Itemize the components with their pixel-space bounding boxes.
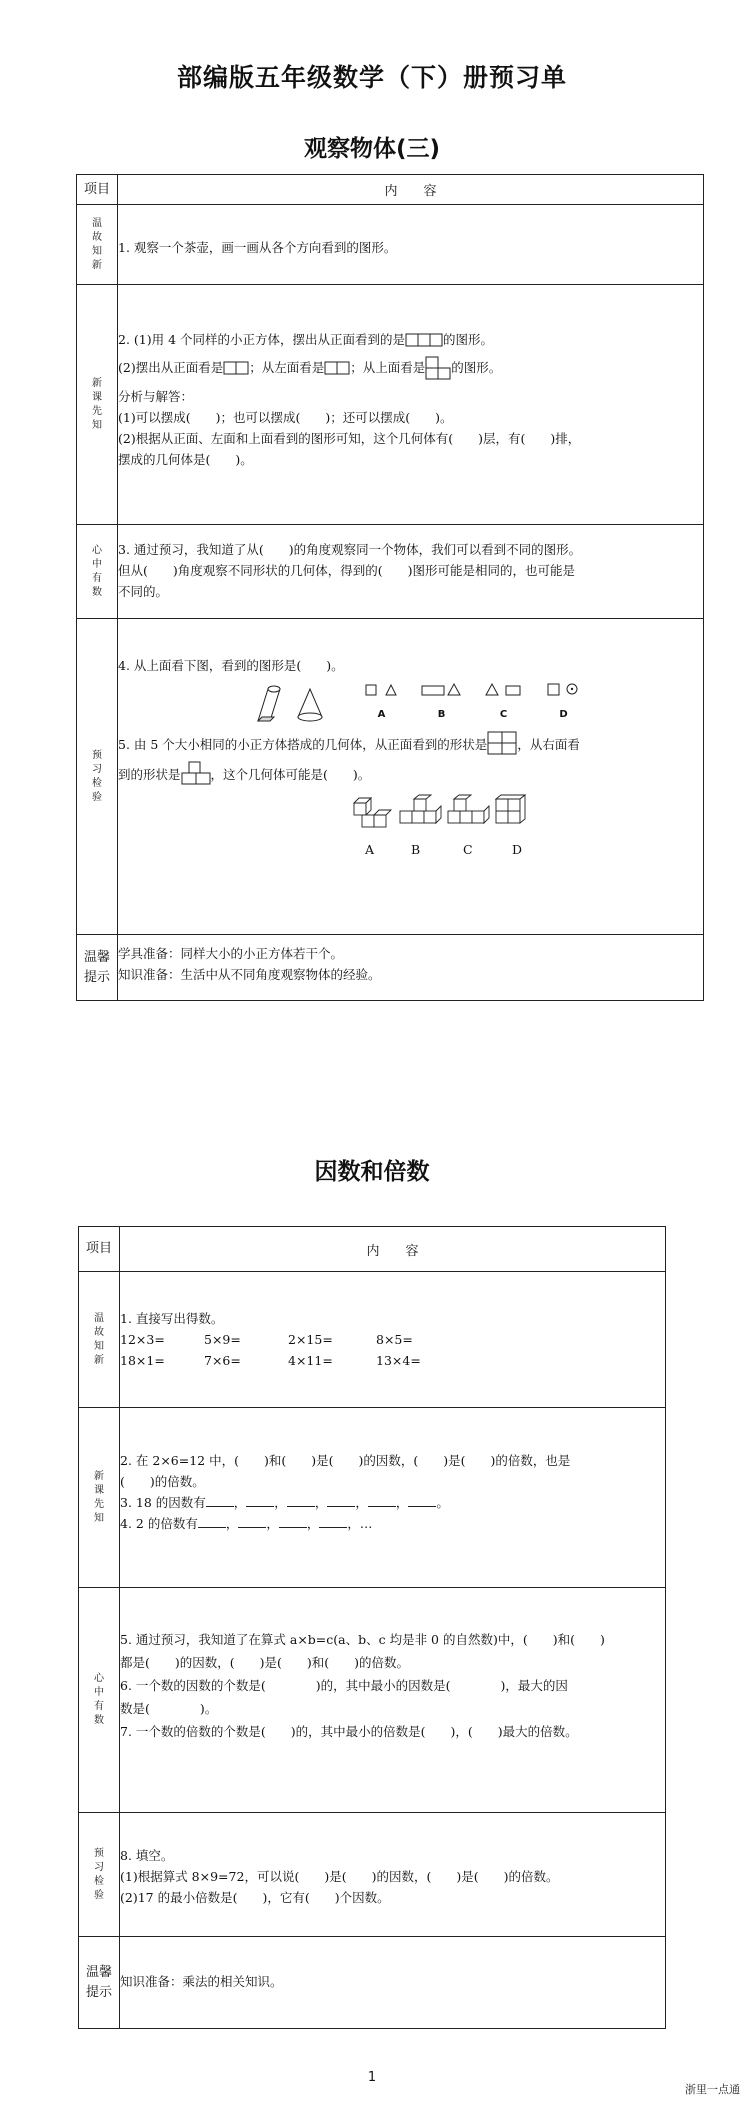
row-content	[120, 1937, 666, 2029]
option-d: D	[544, 680, 584, 725]
row-content	[118, 619, 704, 935]
cube-options-figure	[118, 791, 738, 839]
page-number: 1	[367, 2070, 377, 2085]
table-row	[79, 1408, 666, 1588]
row-content	[118, 525, 704, 619]
q5-line1: 5. 由 5 个大小相同的小正方体搭成的几何体，从正面看到的形状是 ，从右面看	[118, 731, 703, 755]
two-squares-icon	[223, 361, 249, 375]
q5-line1: 5. 通过预习，我知道了在算式 a×b=c(a、b、c 均是非 0 的自然数)中，( )和( )	[120, 1632, 605, 1647]
tip-tools: 学具准备：同样大小的小正方体若干个。	[118, 946, 344, 961]
q3-line3: 不同的。	[118, 584, 169, 599]
row-label: 温馨提示	[79, 1937, 120, 2029]
analysis-heading: 分析与解答：	[118, 389, 194, 404]
row-label: 新课先知	[77, 285, 118, 525]
row-label: 预习检验	[79, 1813, 120, 1937]
q5-line2: 都是( )的因数，( )是( )和( )的倍数。	[120, 1655, 410, 1670]
observe-table	[76, 174, 704, 1001]
row-content	[118, 205, 704, 285]
q8-part1: (1)根据算式 8×9=72，可以说( )是( )的因数，( )是( )的倍数。	[120, 1869, 559, 1884]
calc-row-1: 12×3= 5×9= 2×15= 8×5=	[120, 1332, 413, 1347]
row-content	[120, 1813, 666, 1937]
q8-text: 8. 填空。	[120, 1848, 174, 1863]
footer-brand: 浙里一点通	[685, 2083, 740, 2096]
section-title-factors: 因数和倍数	[314, 1159, 430, 1185]
row-content	[120, 1588, 666, 1813]
q3-line1: 3. 通过预习，我知道了从( )的角度观察同一个物体，我们可以看到不同的图形。	[118, 542, 582, 557]
row-label: 心中有数	[79, 1588, 120, 1813]
q5-line2: 到的形状是 ，这个几何体可能是( )。	[118, 761, 703, 785]
three-squares-icon	[405, 333, 443, 347]
q5-opt-d: D	[512, 842, 523, 857]
q6-line2: 数是( )。	[120, 1701, 218, 1716]
q1-text: 1. 观察一个茶壶，画一画从各个方向看到的图形。	[118, 240, 397, 255]
table-row	[77, 619, 704, 935]
q6-line1: 6. 一个数的因数的个数是( )的，其中最小的因数是( )，最大的因	[120, 1678, 568, 1693]
table-row	[79, 1272, 666, 1408]
option-a: A	[362, 680, 402, 725]
table-header-row	[79, 1227, 666, 1272]
q5-option-labels	[118, 839, 703, 859]
q2-line1: 2. 在 2×6=12 中，( )和( )是( )的因数，( )是( )的倍数，也是	[120, 1453, 571, 1468]
row-content	[120, 1272, 666, 1408]
tip-knowledge: 知识准备：乘法的相关知识。	[120, 1974, 283, 1989]
row-label: 温故知新	[77, 205, 118, 285]
q2-line2: ( )的倍数。	[120, 1474, 205, 1489]
calc-row-2: 18×1= 7×6= 4×11= 13×4=	[120, 1353, 421, 1368]
header-item: 项目	[79, 1227, 120, 1272]
header-item: 项目	[77, 175, 118, 205]
header-content: 内 容	[120, 1227, 666, 1272]
table-row	[79, 1937, 666, 2029]
q4-multiples-2: 4. 2 的倍数有 ， ， ， ，…	[120, 1516, 373, 1531]
q3-factors-18: 3. 18 的因数有 ， ， ， ， ， 。	[120, 1495, 449, 1510]
table-row	[77, 935, 704, 1001]
q2-line2: (2)摆出从正面看是 ；从左面看是 ；从上面看是 的图形。	[118, 356, 703, 380]
section-title-observe: 观察物体(三)	[303, 136, 441, 162]
row-label: 预习检验	[77, 619, 118, 935]
front-view-icon	[487, 731, 517, 755]
table-row	[77, 285, 704, 525]
table-row	[77, 525, 704, 619]
q2-line1: 2. (1)用 4 个同样的小正方体，摆出从正面看到的是 的图形。	[118, 332, 494, 347]
q1-text: 1. 直接写出得数。	[120, 1311, 224, 1326]
row-content	[118, 935, 704, 1001]
q5-opt-c: C	[463, 842, 473, 857]
table-header-row	[77, 175, 704, 205]
header-content: 内 容	[118, 175, 704, 205]
right-view-icon	[181, 761, 211, 785]
q4-text: 4. 从上面看下图，看到的图形是( )。	[118, 658, 344, 673]
row-content	[118, 285, 704, 525]
q2-answer-2: (2)根据从正面、左面和上面看到的图形可知，这个几何体有( )层，有( )排，	[118, 431, 581, 446]
q3-line2: 但从( )角度观察不同形状的几何体，得到的( )图形可能是相同的，也可能是	[118, 563, 576, 578]
table-row	[79, 1588, 666, 1813]
q5-opt-b: B	[411, 842, 421, 857]
q4-figures	[118, 680, 703, 725]
q7-text: 7. 一个数的倍数的个数是( )的，其中最小的倍数是( )，( )最大的倍数。	[120, 1724, 578, 1739]
row-content	[120, 1408, 666, 1588]
q2-answer-1: (1)可以摆成( )；也可以摆成( )；还可以摆成( )。	[118, 410, 453, 425]
row-label: 温故知新	[79, 1272, 120, 1408]
option-c: C	[482, 680, 526, 725]
option-b: B	[420, 680, 464, 725]
table-row	[79, 1813, 666, 1937]
l-shape-squares-icon	[425, 356, 451, 380]
factors-table	[78, 1226, 666, 2029]
q5-opt-a: A	[365, 842, 375, 857]
row-label: 温馨提示	[77, 935, 118, 1001]
cylinder-cone-figure	[238, 681, 348, 725]
main-title: 部编版五年级数学（下）册预习单	[176, 63, 567, 92]
row-label: 心中有数	[77, 525, 118, 619]
row-label: 新课先知	[79, 1408, 120, 1588]
two-squares-icon	[324, 361, 350, 375]
tip-knowledge: 知识准备：生活中从不同角度观察物体的经验。	[118, 967, 381, 982]
table-row	[77, 205, 704, 285]
q2-answer-3: 摆成的几何体是( )。	[118, 452, 253, 467]
q8-part2: (2)17 的最小倍数是( )，它有( )个因数。	[120, 1890, 390, 1905]
